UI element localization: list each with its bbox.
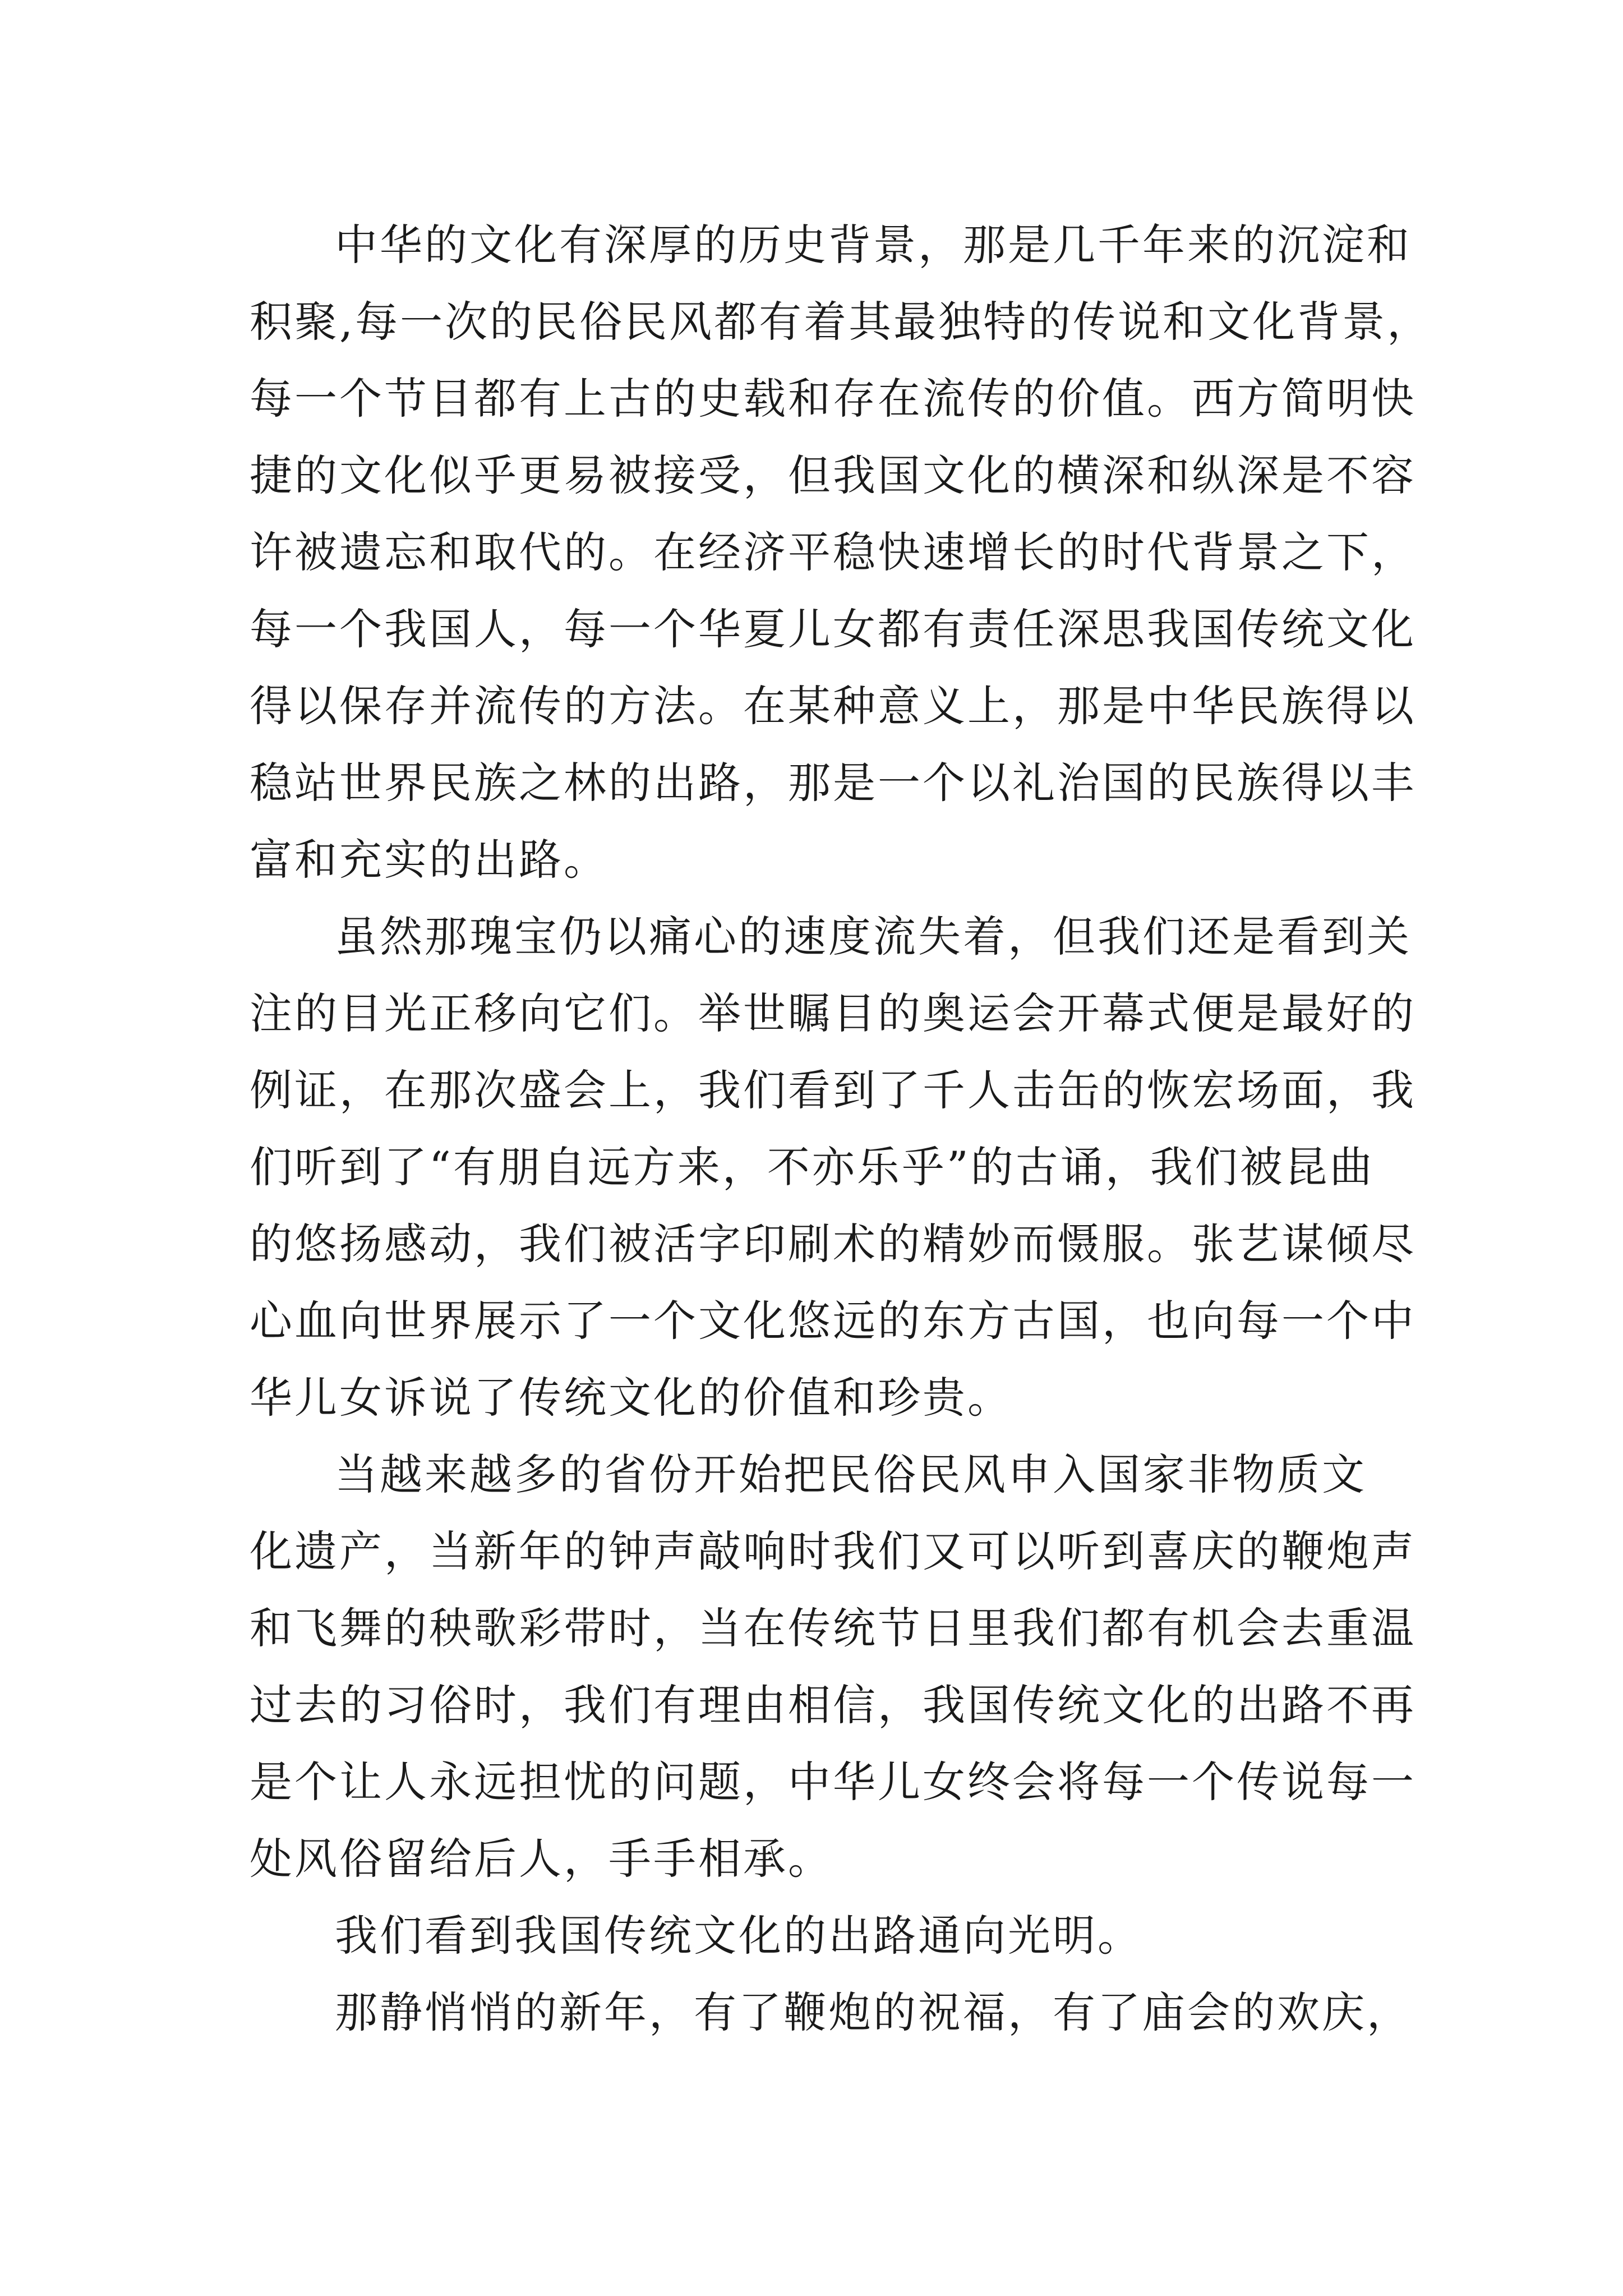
text-line: 和飞舞的秧歌彩带时，当在传统节日里我们都有机会去重温 [250,1603,1416,1653]
text-line: 富和充实的出路。 [250,835,608,885]
text-line: 许被遗忘和取代的。在经济平稳快速增长的时代背景之下， [250,527,1416,577]
text-line: 化遗产，当新年的钟声敲响时我们又可以听到喜庆的鞭炮声 [250,1526,1416,1576]
text-line: 虽然那瑰宝仍以痛心的速度流失着，但我们还是看到关 [335,912,1412,961]
text-line: 中华的文化有深厚的历史背景，那是几千年来的沉淀和 [335,220,1412,270]
text-line: 处风俗留给后人，手手相承。 [250,1834,833,1884]
text-line: 我们看到我国传统文化的出路通向光明。 [335,1911,1142,1961]
text-line: 心血向世界展示了一个文化悠远的东方古国，也向每一个中 [250,1296,1416,1346]
text-line: 的悠扬感动，我们被活字印刷术的精妙而慑服。张艺谋倾尽 [250,1219,1416,1269]
text-line: 稳站世界民族之林的出路，那是一个以礼治国的民族得以丰 [250,758,1416,808]
text-line: 捷的文化似乎更易被接受，但我国文化的横深和纵深是不容 [250,450,1416,500]
text-line: 那静悄悄的新年，有了鞭炮的祝福，有了庙会的欢庆， [335,1987,1412,2037]
text-line: 每一个我国人，每一个华夏儿女都有责任深思我国传统文化 [250,604,1416,654]
text-line: 例证，在那次盛会上，我们看到了千人击缶的恢宏场面，我 [250,1065,1416,1115]
text-line: 注的目光正移向它们。举世瞩目的奥运会开幕式便是最好的 [250,988,1416,1038]
text-line: 每一个节目都有上古的史载和存在流传的价值。西方简明快 [250,374,1416,424]
text-line: 是个让人永远担忧的问题，中华儿女终会将每一个传说每一 [250,1757,1416,1807]
text-line: 得以保存并流传的方法。在某种意义上，那是中华民族得以 [250,681,1416,731]
text-line: 当越来越多的省份开始把民俗民风申入国家非物质文 [335,1450,1367,1499]
text-line: 积聚,每一次的民俗民风都有着其最独特的传说和文化背景， [250,297,1432,347]
text-line: 过去的习俗时，我们有理由相信，我国传统文化的出路不再 [250,1680,1416,1730]
text-line: 们听到了“有朋自远方来，不亦乐乎”的古诵，我们被昆曲 [250,1142,1375,1192]
document-body [250,206,1432,2051]
text-line: 华儿女诉说了传统文化的价值和珍贵。 [250,1373,1012,1423]
